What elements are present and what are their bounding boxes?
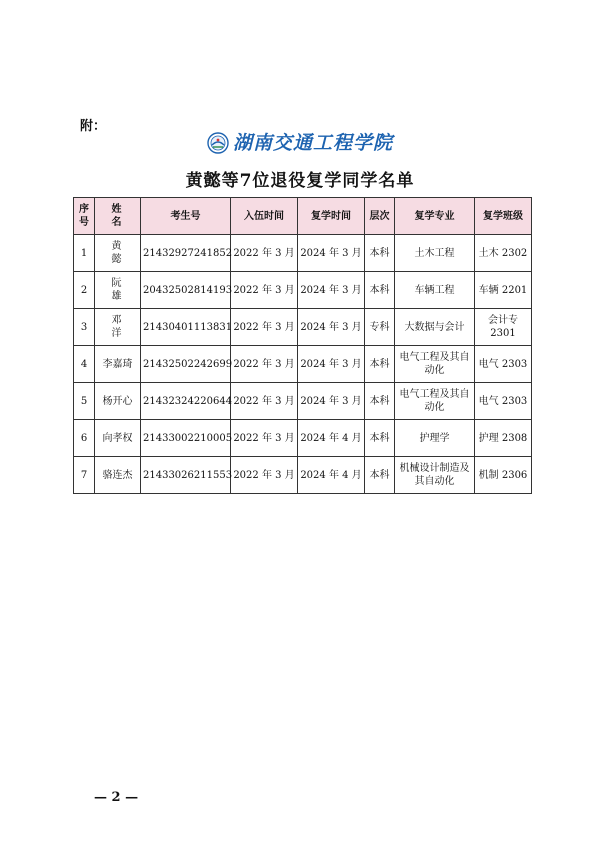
cell-return-time: 2024 年 4 月: [298, 420, 365, 457]
cell-name: 邓洋: [95, 309, 141, 346]
cell-exam-no: 21432324220644: [141, 383, 231, 420]
cell-name: 骆连杰: [95, 457, 141, 494]
cell-return-time: 2024 年 3 月: [298, 346, 365, 383]
school-logo-icon: [207, 132, 229, 154]
cell-no: 3: [74, 309, 95, 346]
document-title: 黄懿等7位退役复学同学名单: [185, 171, 415, 191]
cell-class: 土木 2302: [475, 235, 532, 272]
cell-class: 会计专 2301: [475, 309, 532, 346]
cell-exam-no: 21432927241852: [141, 235, 231, 272]
table-row: [74, 235, 532, 272]
table-row: [74, 346, 532, 383]
cell-major: 电气工程及其自动化: [395, 383, 475, 420]
cell-no: 2: [74, 272, 95, 309]
school-header: [0, 130, 600, 156]
attachment-label: 附：: [80, 119, 107, 134]
col-header-exam-no: 考生号: [141, 198, 231, 235]
cell-major: 大数据与会计: [395, 309, 475, 346]
cell-return-time: 2024 年 3 月: [298, 383, 365, 420]
cell-exam-no: 21433026211553: [141, 457, 231, 494]
table-row: [74, 272, 532, 309]
cell-enlist-time: 2022 年 3 月: [231, 420, 298, 457]
cell-enlist-time: 2022 年 3 月: [231, 272, 298, 309]
cell-exam-no: 21433002210005: [141, 420, 231, 457]
cell-no: 1: [74, 235, 95, 272]
cell-class: 机制 2306: [475, 457, 532, 494]
cell-level: 本科: [365, 457, 395, 494]
cell-return-time: 2024 年 3 月: [298, 272, 365, 309]
cell-enlist-time: 2022 年 3 月: [231, 383, 298, 420]
table-row: [74, 457, 532, 494]
cell-level: 本科: [365, 272, 395, 309]
table-header-row: [74, 198, 532, 235]
cell-enlist-time: 2022 年 3 月: [231, 346, 298, 383]
cell-no: 6: [74, 420, 95, 457]
cell-major: 电气工程及其自动化: [395, 346, 475, 383]
cell-name: 阮雄: [95, 272, 141, 309]
cell-level: 本科: [365, 420, 395, 457]
col-header-class: 复学班级: [475, 198, 532, 235]
cell-major: 土木工程: [395, 235, 475, 272]
cell-return-time: 2024 年 3 月: [298, 309, 365, 346]
cell-no: 4: [74, 346, 95, 383]
cell-enlist-time: 2022 年 3 月: [231, 309, 298, 346]
cell-return-time: 2024 年 3 月: [298, 235, 365, 272]
col-header-name: 姓名: [95, 198, 141, 235]
cell-exam-no: 20432502814193: [141, 272, 231, 309]
school-name: 湖南交通工程学院: [232, 132, 393, 154]
col-header-return-time: 复学时间: [298, 198, 365, 235]
table-row: [74, 420, 532, 457]
cell-level: 本科: [365, 383, 395, 420]
cell-name: 杨开心: [95, 383, 141, 420]
cell-no: 5: [74, 383, 95, 420]
cell-enlist-time: 2022 年 3 月: [231, 457, 298, 494]
table-row: [74, 383, 532, 420]
cell-class: 电气 2303: [475, 346, 532, 383]
cell-level: 本科: [365, 346, 395, 383]
col-header-no: 序号: [74, 198, 95, 235]
cell-enlist-time: 2022 年 3 月: [231, 235, 298, 272]
cell-major: 车辆工程: [395, 272, 475, 309]
cell-exam-no: 21430401113831: [141, 309, 231, 346]
col-header-major: 复学专业: [395, 198, 475, 235]
cell-exam-no: 21432502242699: [141, 346, 231, 383]
cell-no: 7: [74, 457, 95, 494]
cell-name: 李嘉琦: [95, 346, 141, 383]
table-row: [74, 309, 532, 346]
cell-name: 黄懿: [95, 235, 141, 272]
cell-level: 专科: [365, 309, 395, 346]
cell-name: 向孝权: [95, 420, 141, 457]
cell-return-time: 2024 年 4 月: [298, 457, 365, 494]
student-roster-table: [73, 197, 532, 494]
cell-class: 车辆 2201: [475, 272, 532, 309]
page-number: — 2 —: [94, 790, 139, 805]
cell-class: 护理 2308: [475, 420, 532, 457]
col-header-enlist-time: 入伍时间: [231, 198, 298, 235]
cell-major: 机械设计制造及其自动化: [395, 457, 475, 494]
cell-level: 本科: [365, 235, 395, 272]
cell-class: 电气 2303: [475, 383, 532, 420]
col-header-level: 层次: [365, 198, 395, 235]
cell-major: 护理学: [395, 420, 475, 457]
